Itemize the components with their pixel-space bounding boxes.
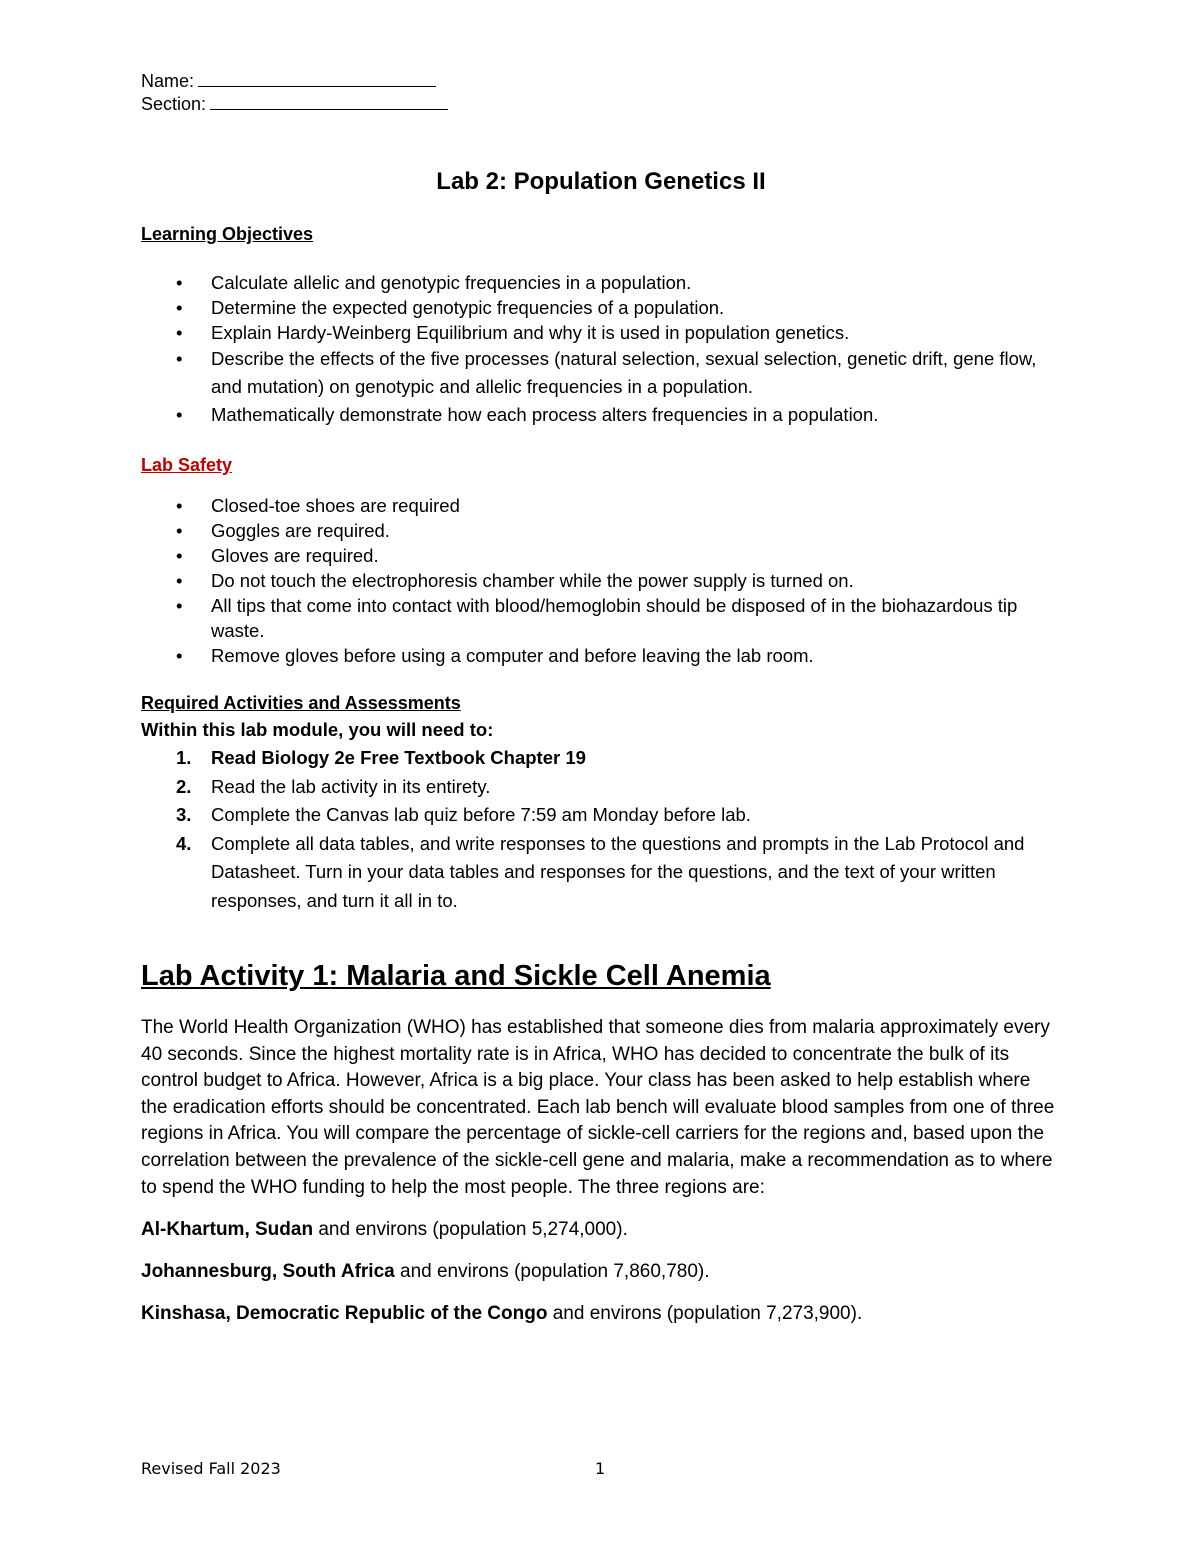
list-item: • Explain Hardy-Weinberg Equilibrium and why it is used in population genetics. xyxy=(176,322,850,343)
item-number: 1. xyxy=(176,747,192,768)
page-number: 1 xyxy=(595,1459,606,1478)
bullet-icon: • xyxy=(176,297,183,318)
required-list xyxy=(141,744,1061,915)
required-heading: Required Activities and Assessments xyxy=(141,693,461,713)
objectives-heading: Learning Objectives xyxy=(141,224,314,244)
list-item: 2. Read the lab activity in its entirety. xyxy=(141,773,1061,802)
list-item: • Describe the effects of the five processes (natural selection, sexual selection, genetic drift, gene flow, and mutation) on genotypic and allelic frequencies in a population. xyxy=(141,345,1061,401)
safety-list xyxy=(141,493,1061,668)
bullet-icon: • xyxy=(176,322,183,343)
item-number: 3. xyxy=(176,804,192,825)
list-item: • Gloves are required. xyxy=(176,545,379,566)
list-item: • Calculate allelic and genotypic frequencies in a population. xyxy=(176,272,692,293)
bullet-icon: • xyxy=(176,404,183,425)
footer-revised: Revised Fall 2023 xyxy=(141,1459,281,1478)
lab-title: Lab 2: Population Genetics II xyxy=(436,168,766,195)
name-label: Name: xyxy=(141,71,195,91)
activity-paragraph: The World Health Organization (WHO) has established that someone dies from malaria approximately every 40 seconds. Since the highest mortality rate is in Africa, WHO has decided to concentrate the bulk of its control budget to Africa. However, Africa is a big place. Your class has been asked to help establish where the eradication efforts should be concentrated. Each lab bench will evaluate blood samples from one of three regions in Africa. You will compare the percentage of sickle-cell carriers for the regions and, based upon the correlation between the prevalence of the sickle-cell gene and malaria, make a recommendation as to where to spend the WHO funding to help the most people. The three regions are: xyxy=(141,1017,1055,1198)
objectives-list xyxy=(141,270,1061,429)
bullet-icon: • xyxy=(176,545,183,566)
list-item: • Goggles are required. xyxy=(176,520,390,541)
name-blank xyxy=(198,71,436,87)
list-item: 3. Complete the Canvas lab quiz before 7:59 am Monday before lab. xyxy=(141,801,1061,830)
bullet-icon: • xyxy=(176,595,183,616)
safety-heading: Lab Safety xyxy=(141,455,233,475)
item-number: 2. xyxy=(176,775,192,797)
section-blank xyxy=(210,94,448,110)
section-line xyxy=(141,93,1061,116)
list-item: • Do not touch the electrophoresis chamber while the power supply is turned on. xyxy=(176,570,854,591)
list-item: • Closed-toe shoes are required xyxy=(176,495,460,516)
bullet-icon: • xyxy=(176,348,183,369)
list-item: • Remove gloves before using a computer and before leaving the lab room. xyxy=(176,645,814,666)
list-item: • Mathematically demonstrate how each process alters frequencies in a population. xyxy=(141,401,1061,429)
region-kinshasa: Kinshasa, Democratic Republic of the Congo and environs (population 7,273,900). xyxy=(141,1303,863,1325)
list-item: • All tips that come into contact with blood/hemoglobin should be disposed of in the biohazardous tip waste. xyxy=(176,595,1018,641)
page-content xyxy=(141,70,1061,1327)
bullet-icon: • xyxy=(176,520,183,541)
list-item: 4. Complete all data tables, and write responses to the questions and prompts in the Lab Protocol and Datasheet. Turn in your data tables and responses for the questions, and the text of your written responses, and turn it all in to. xyxy=(141,830,1061,916)
region-khartum: Al-Khartum, Sudan and environs (population 5,274,000). xyxy=(141,1219,628,1241)
region-johannesburg: Johannesburg, South Africa and environs (population 7,860,780). xyxy=(141,1261,710,1283)
name-line xyxy=(141,70,1061,93)
item-number: 4. xyxy=(176,832,192,854)
bullet-icon: • xyxy=(176,272,183,293)
activity-title: Lab Activity 1: Malaria and Sickle Cell Anemia xyxy=(141,960,771,992)
bullet-icon: • xyxy=(176,570,183,591)
required-intro: Within this lab module, you will need to: xyxy=(141,719,494,740)
bullet-icon: • xyxy=(176,495,183,516)
section-label: Section: xyxy=(141,94,207,114)
list-item: 1. Read Biology 2e Free Textbook Chapter 19 xyxy=(141,744,1061,773)
list-item: • Determine the expected genotypic frequencies of a population. xyxy=(176,297,725,318)
bullet-icon: • xyxy=(176,645,183,666)
